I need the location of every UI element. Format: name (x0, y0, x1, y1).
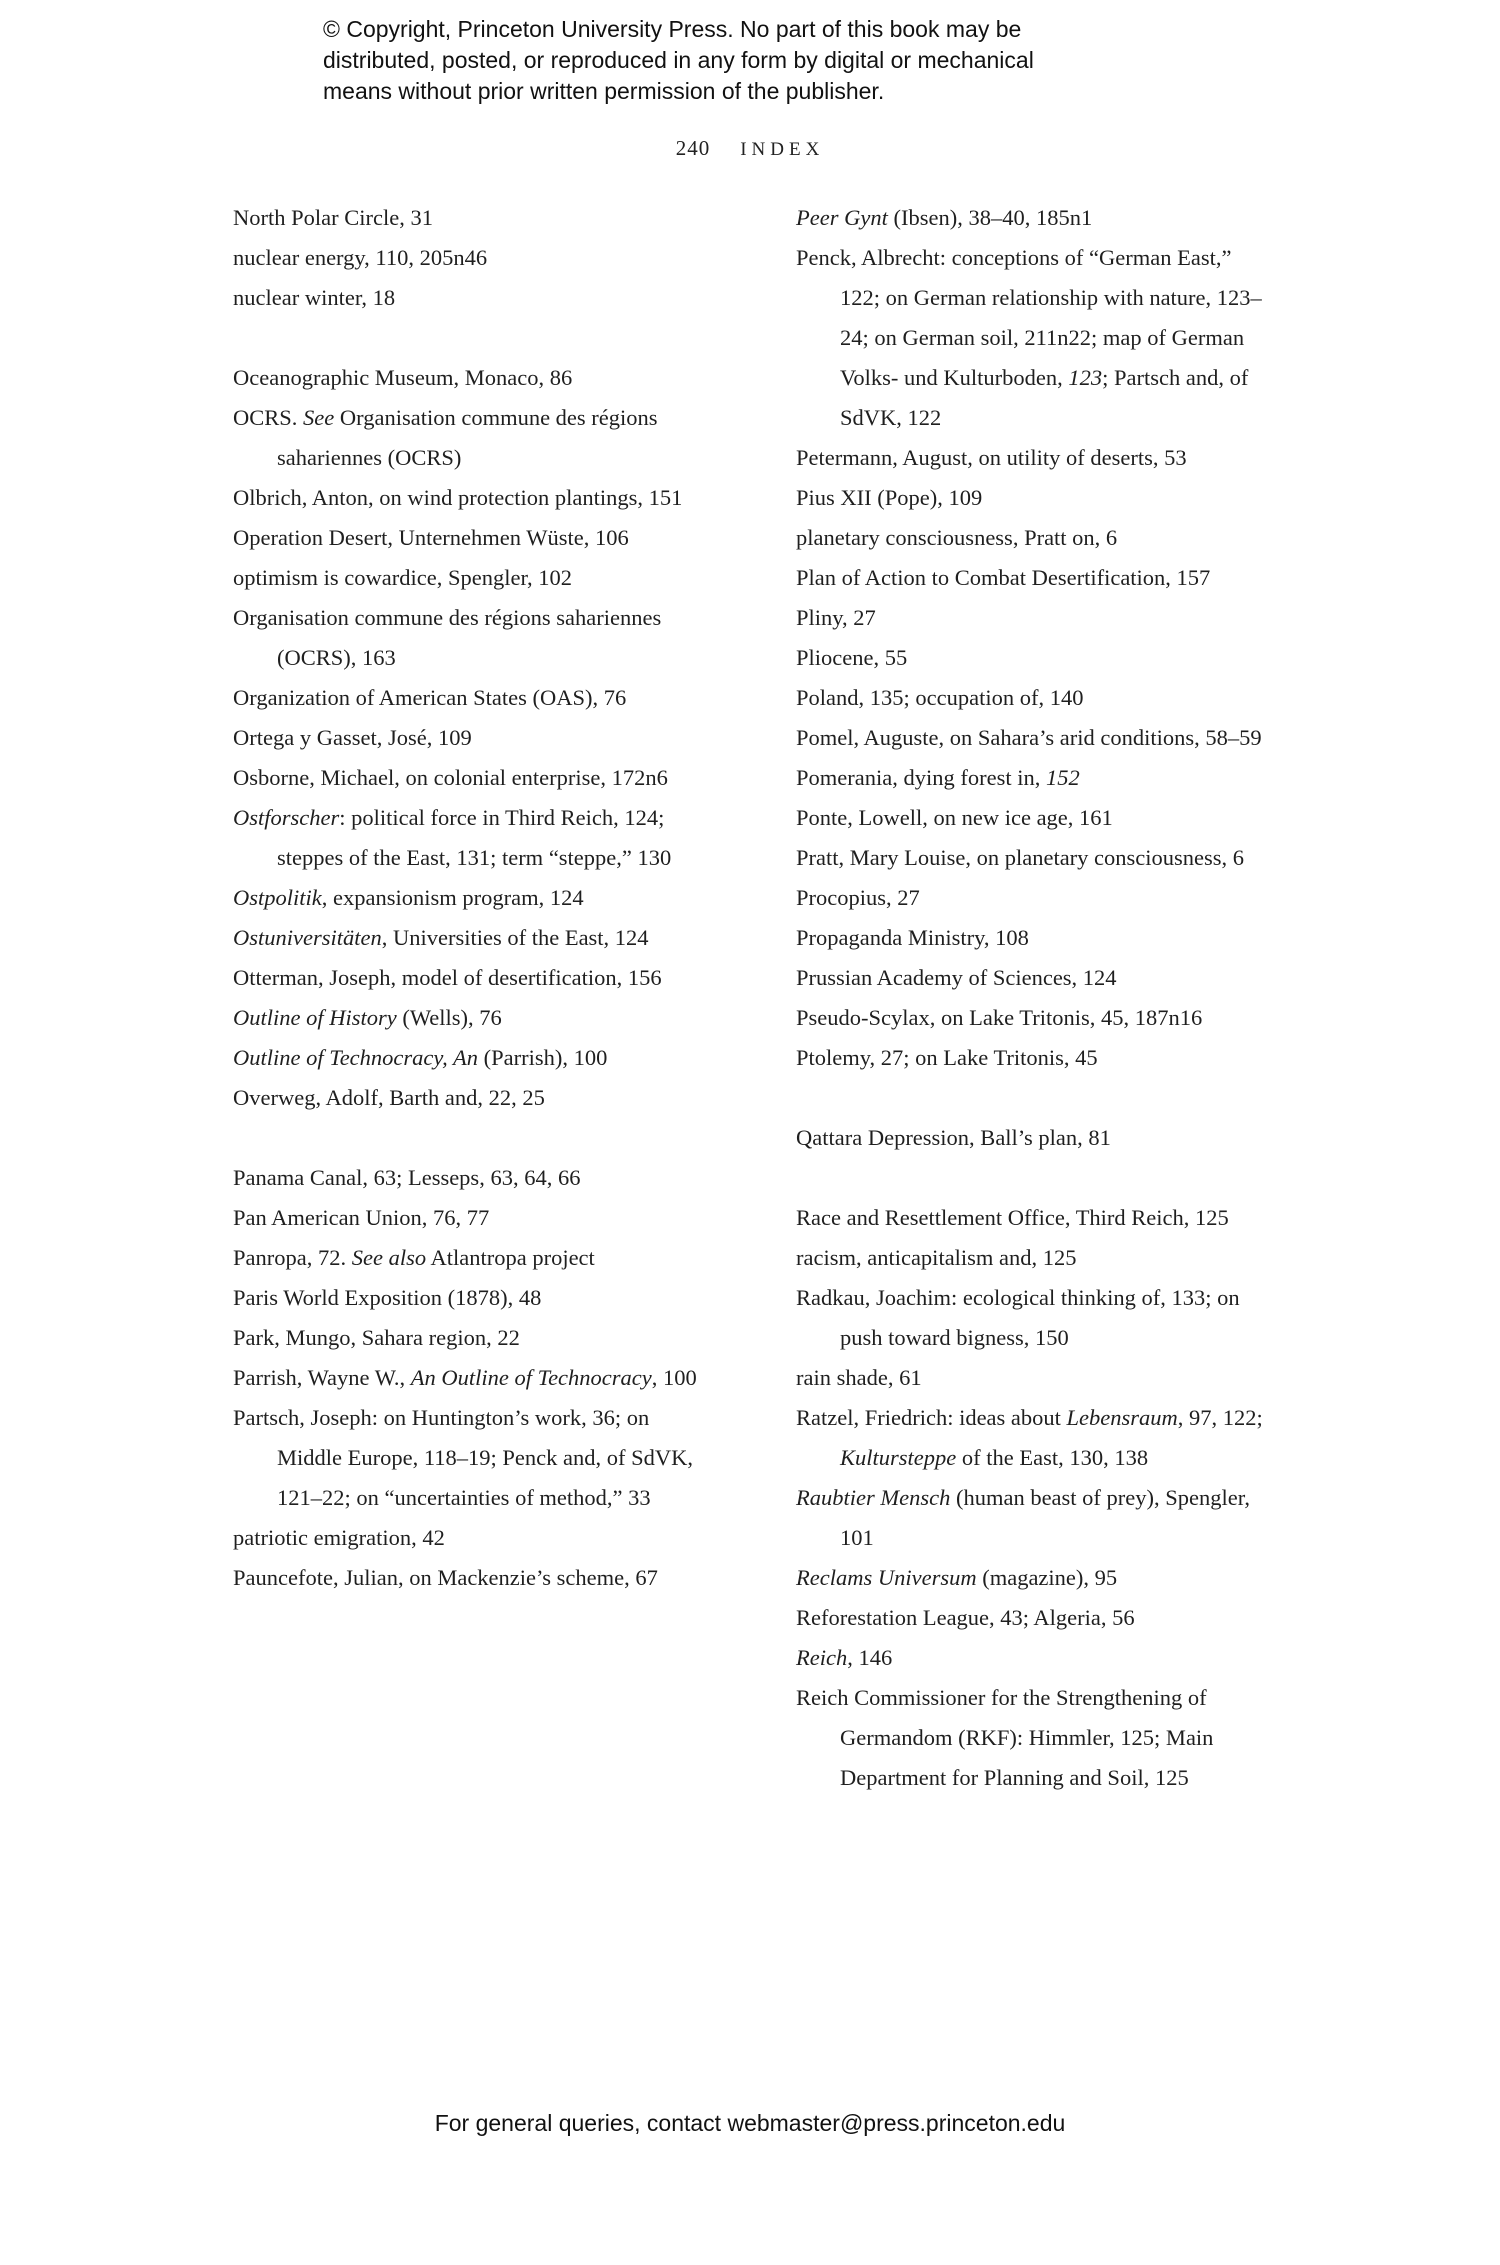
index-entry: Pomerania, dying forest in, 152 (796, 765, 1080, 790)
index-entry: Race and Resettlement Office, Third Reich, 125 (796, 1205, 1229, 1230)
index-entry: Organization of American States (OAS), 76 (233, 685, 627, 710)
index-entry: Propaganda Ministry, 108 (796, 925, 1029, 950)
index-entry: Pseudo-Scylax, on Lake Tritonis, 45, 187n16 (796, 1005, 1203, 1030)
index-entry: Reich, 146 (796, 1645, 893, 1670)
index-entry: Prussian Academy of Sciences, 124 (796, 965, 1117, 990)
index-entry: Parrish, Wayne W., An Outline of Technocracy, 100 (233, 1365, 697, 1390)
index-entry: Qattara Depression, Ball’s plan, 81 (796, 1125, 1111, 1150)
footer-contact: For general queries, contact webmaster@press.princeton.edu (434, 2110, 1066, 2136)
index-entry: Reforestation League, 43; Algeria, 56 (796, 1605, 1135, 1630)
index-entry: Partsch, Joseph: on Huntington’s work, 36; on Middle Europe, 118–19; Penck and, of SdVK, 121–22; on “uncertainties of method,” 33 (233, 1405, 693, 1510)
index-entry: optimism is cowardice, Spengler, 102 (233, 565, 573, 590)
index-entry: patriotic emigration, 42 (233, 1525, 445, 1550)
index-entry: Plan of Action to Combat Desertification, 157 (796, 565, 1211, 590)
index-entry: Ostforscher: political force in Third Reich, 124; steppes of the East, 131; term “steppe,” 130 (233, 805, 672, 870)
index-entry: Osborne, Michael, on colonial enterprise, 172n6 (233, 765, 668, 790)
index-entry: Pomel, Auguste, on Sahara’s arid conditions, 58–59 (796, 725, 1262, 750)
index-entry: Procopius, 27 (796, 885, 920, 910)
copyright-line: distributed, posted, or reproduced in any form by digital or mechanical (323, 47, 1034, 73)
index-entry: Poland, 135; occupation of, 140 (796, 685, 1084, 710)
entry-gap (233, 1118, 704, 1158)
index-entry: rain shade, 61 (796, 1365, 922, 1390)
index-entry: Oceanographic Museum, Monaco, 86 (233, 365, 573, 390)
index-columns (233, 198, 1267, 1798)
index-entry: racism, anticapitalism and, 125 (796, 1245, 1077, 1270)
copyright-line: means without prior written permission of the publisher. (323, 78, 885, 104)
index-entry: nuclear winter, 18 (233, 285, 396, 310)
index-entry: Ortega y Gasset, José, 109 (233, 725, 472, 750)
index-entry: Peer Gynt (Ibsen), 38–40, 185n1 (796, 205, 1093, 230)
index-entry: Otterman, Joseph, model of desertification, 156 (233, 965, 662, 990)
index-entry: Penck, Albrecht: conceptions of “German East,” 122; on German relationship with nature, 123–24; on German soil, 211n22; map of German Volks- und Kulturboden, 123; Partsch and, of SdVK, 122 (796, 245, 1262, 430)
entry-gap (796, 1158, 1267, 1198)
entry-gap (796, 1078, 1267, 1118)
index-entry: Ratzel, Friedrich: ideas about Lebensraum, 97, 122; Kultursteppe of the East, 130, 138 (796, 1405, 1263, 1470)
index-entry: Olbrich, Anton, on wind protection plantings, 151 (233, 485, 683, 510)
index-column-left (233, 198, 704, 1798)
index-entry: nuclear energy, 110, 205n46 (233, 245, 488, 270)
entry-gap (233, 318, 704, 358)
copyright-notice (323, 14, 1034, 107)
index-entry: Operation Desert, Unternehmen Wüste, 106 (233, 525, 629, 550)
index-entry: Reclams Universum (magazine), 95 (796, 1565, 1118, 1590)
index-entry: Park, Mungo, Sahara region, 22 (233, 1325, 520, 1350)
index-column-right (796, 198, 1267, 1798)
index-entry: Panama Canal, 63; Lesseps, 63, 64, 66 (233, 1165, 581, 1190)
index-entry: Panropa, 72. See also Atlantropa project (233, 1245, 595, 1270)
index-entry: Pauncefote, Julian, on Mackenzie’s scheme, 67 (233, 1565, 658, 1590)
index-entry: Pliocene, 55 (796, 645, 908, 670)
index-entry: Petermann, August, on utility of deserts, 53 (796, 445, 1187, 470)
index-entry: Ostpolitik, expansionism program, 124 (233, 885, 584, 910)
index-entry: Radkau, Joachim: ecological thinking of, 133; on push toward bigness, 150 (796, 1285, 1240, 1350)
index-entry: Organisation commune des régions sahariennes (OCRS), 163 (233, 605, 662, 670)
index-entry: Raubtier Mensch (human beast of prey), Spengler, 101 (796, 1485, 1250, 1550)
index-entry: Ostuniversitäten, Universities of the East, 124 (233, 925, 649, 950)
index-title: INDEX (740, 139, 825, 160)
index-entry: Paris World Exposition (1878), 48 (233, 1285, 542, 1310)
page-header (233, 136, 1267, 161)
copyright-line: © Copyright, Princeton University Press. No part of this book may be (323, 16, 1022, 42)
index-entry: Outline of Technocracy, An (Parrish), 100 (233, 1045, 608, 1070)
index-entry: OCRS. See Organisation commune des régions sahariennes (OCRS) (233, 405, 658, 470)
index-entry: Ptolemy, 27; on Lake Tritonis, 45 (796, 1045, 1098, 1070)
index-entry: Overweg, Adolf, Barth and, 22, 25 (233, 1085, 545, 1110)
index-entry: Pratt, Mary Louise, on planetary consciousness, 6 (796, 845, 1245, 870)
index-entry: Pius XII (Pope), 109 (796, 485, 983, 510)
page-number: 240 (675, 136, 711, 160)
index-entry: Ponte, Lowell, on new ice age, 161 (796, 805, 1113, 830)
index-entry: planetary consciousness, Pratt on, 6 (796, 525, 1118, 550)
index-entry: Reich Commissioner for the Strengthening of Germandom (RKF): Himmler, 125; Main Department for Planning and Soil, 125 (796, 1685, 1214, 1790)
index-entry: Pan American Union, 76, 77 (233, 1205, 490, 1230)
index-entry: North Polar Circle, 31 (233, 205, 433, 230)
index-entry: Pliny, 27 (796, 605, 876, 630)
index-entry: Outline of History (Wells), 76 (233, 1005, 502, 1030)
